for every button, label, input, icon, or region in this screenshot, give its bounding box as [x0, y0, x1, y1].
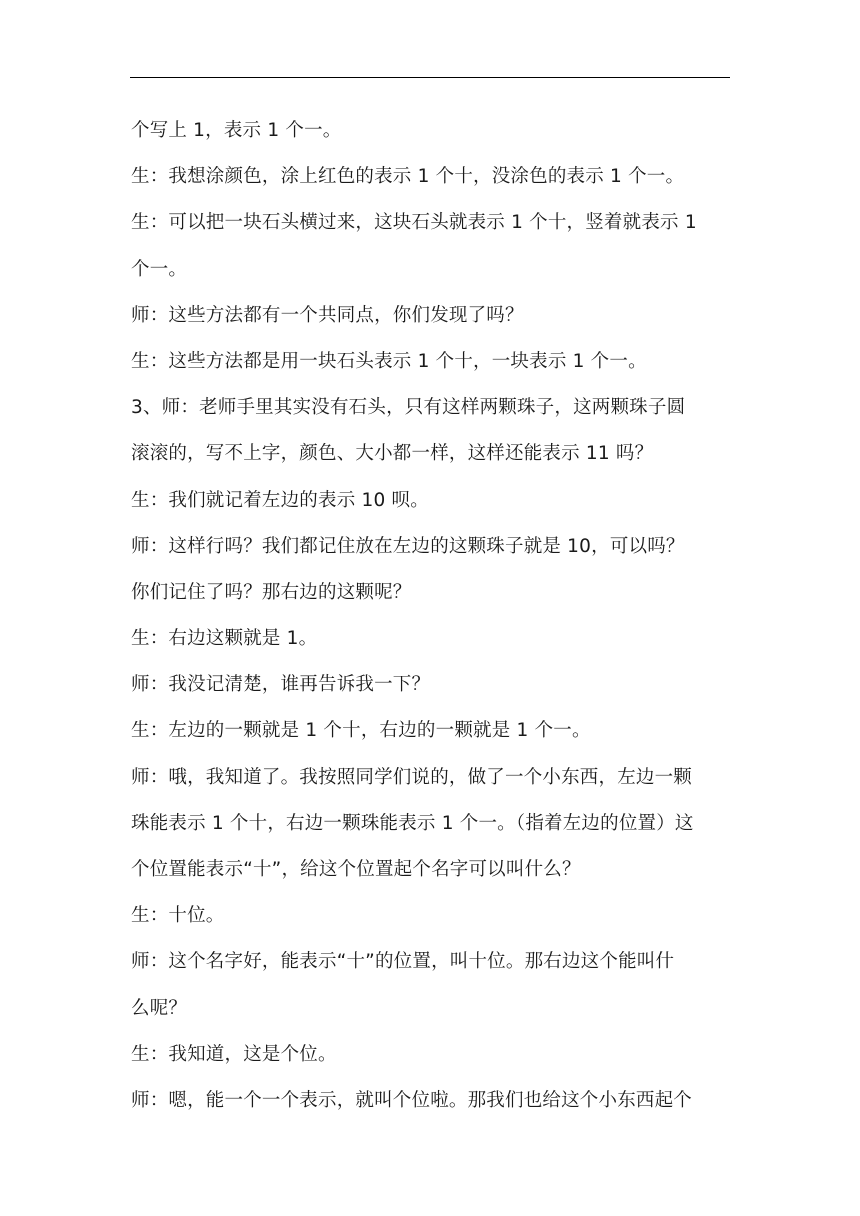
text-line: 个一。 — [131, 258, 188, 280]
text-line: 么呢？ — [131, 997, 188, 1019]
text-line: 生：我们就记着左边的表示 10 呗。 — [131, 489, 429, 511]
text-line: 3、师：老师手里其实没有石头，只有这样两颗珠子，这两颗珠子圆 — [131, 397, 686, 419]
text-line: 生：我知道，这是个位。 — [131, 1043, 337, 1065]
text-line: 师：这样行吗？我们都记住放在左边的这颗珠子就是 10，可以吗？ — [131, 535, 685, 557]
text-line: 师：我没记清楚，谁再告诉我一下？ — [131, 674, 431, 696]
text-line: 生：我想涂颜色，涂上红色的表示 1 个十，没涂色的表示 1 个一。 — [131, 166, 685, 188]
text-line: 珠能表示 1 个十，右边一颗珠能表示 1 个一。（指着左边的位置）这 — [131, 812, 694, 834]
text-line: 滚滚的，写不上字，颜色、大小都一样，这样还能表示 11 吗？ — [131, 443, 654, 465]
text-line: 师：这些方法都有一个共同点，你们发现了吗？ — [131, 304, 524, 326]
text-line: 个位置能表示“十”，给这个位置起个名字可以叫什么？ — [131, 859, 581, 880]
text-line: 生：可以把一块石头横过来，这块石头就表示 1 个十，竖着就表示 1 — [131, 212, 697, 234]
text-line: 师：哦，我知道了。我按照同学们说的，做了一个小东西，左边一颗 — [131, 766, 693, 788]
text-line: 生：右边这颗就是 1。 — [131, 628, 318, 650]
document-body — [131, 108, 731, 1124]
text-line: 师：这个名字好，能表示“十”的位置，叫十位。那右边这个能叫什 — [131, 951, 675, 973]
text-line: 师：嗯，能一个一个表示，就叫个位啦。那我们也给这个小东西起个 — [131, 1089, 693, 1111]
text-line: 生：十位。 — [131, 905, 225, 927]
text-line: 生：左边的一颗就是 1 个十，右边的一颗就是 1 个一。 — [131, 720, 591, 742]
text-line: 你们记住了吗？那右边的这颗呢？ — [131, 581, 412, 603]
text-line: 个写上 1，表示 1 个一。 — [131, 120, 342, 141]
header-rule — [130, 77, 730, 78]
text-line: 生：这些方法都是用一块石头表示 1 个十，一块表示 1 个一。 — [131, 350, 647, 372]
